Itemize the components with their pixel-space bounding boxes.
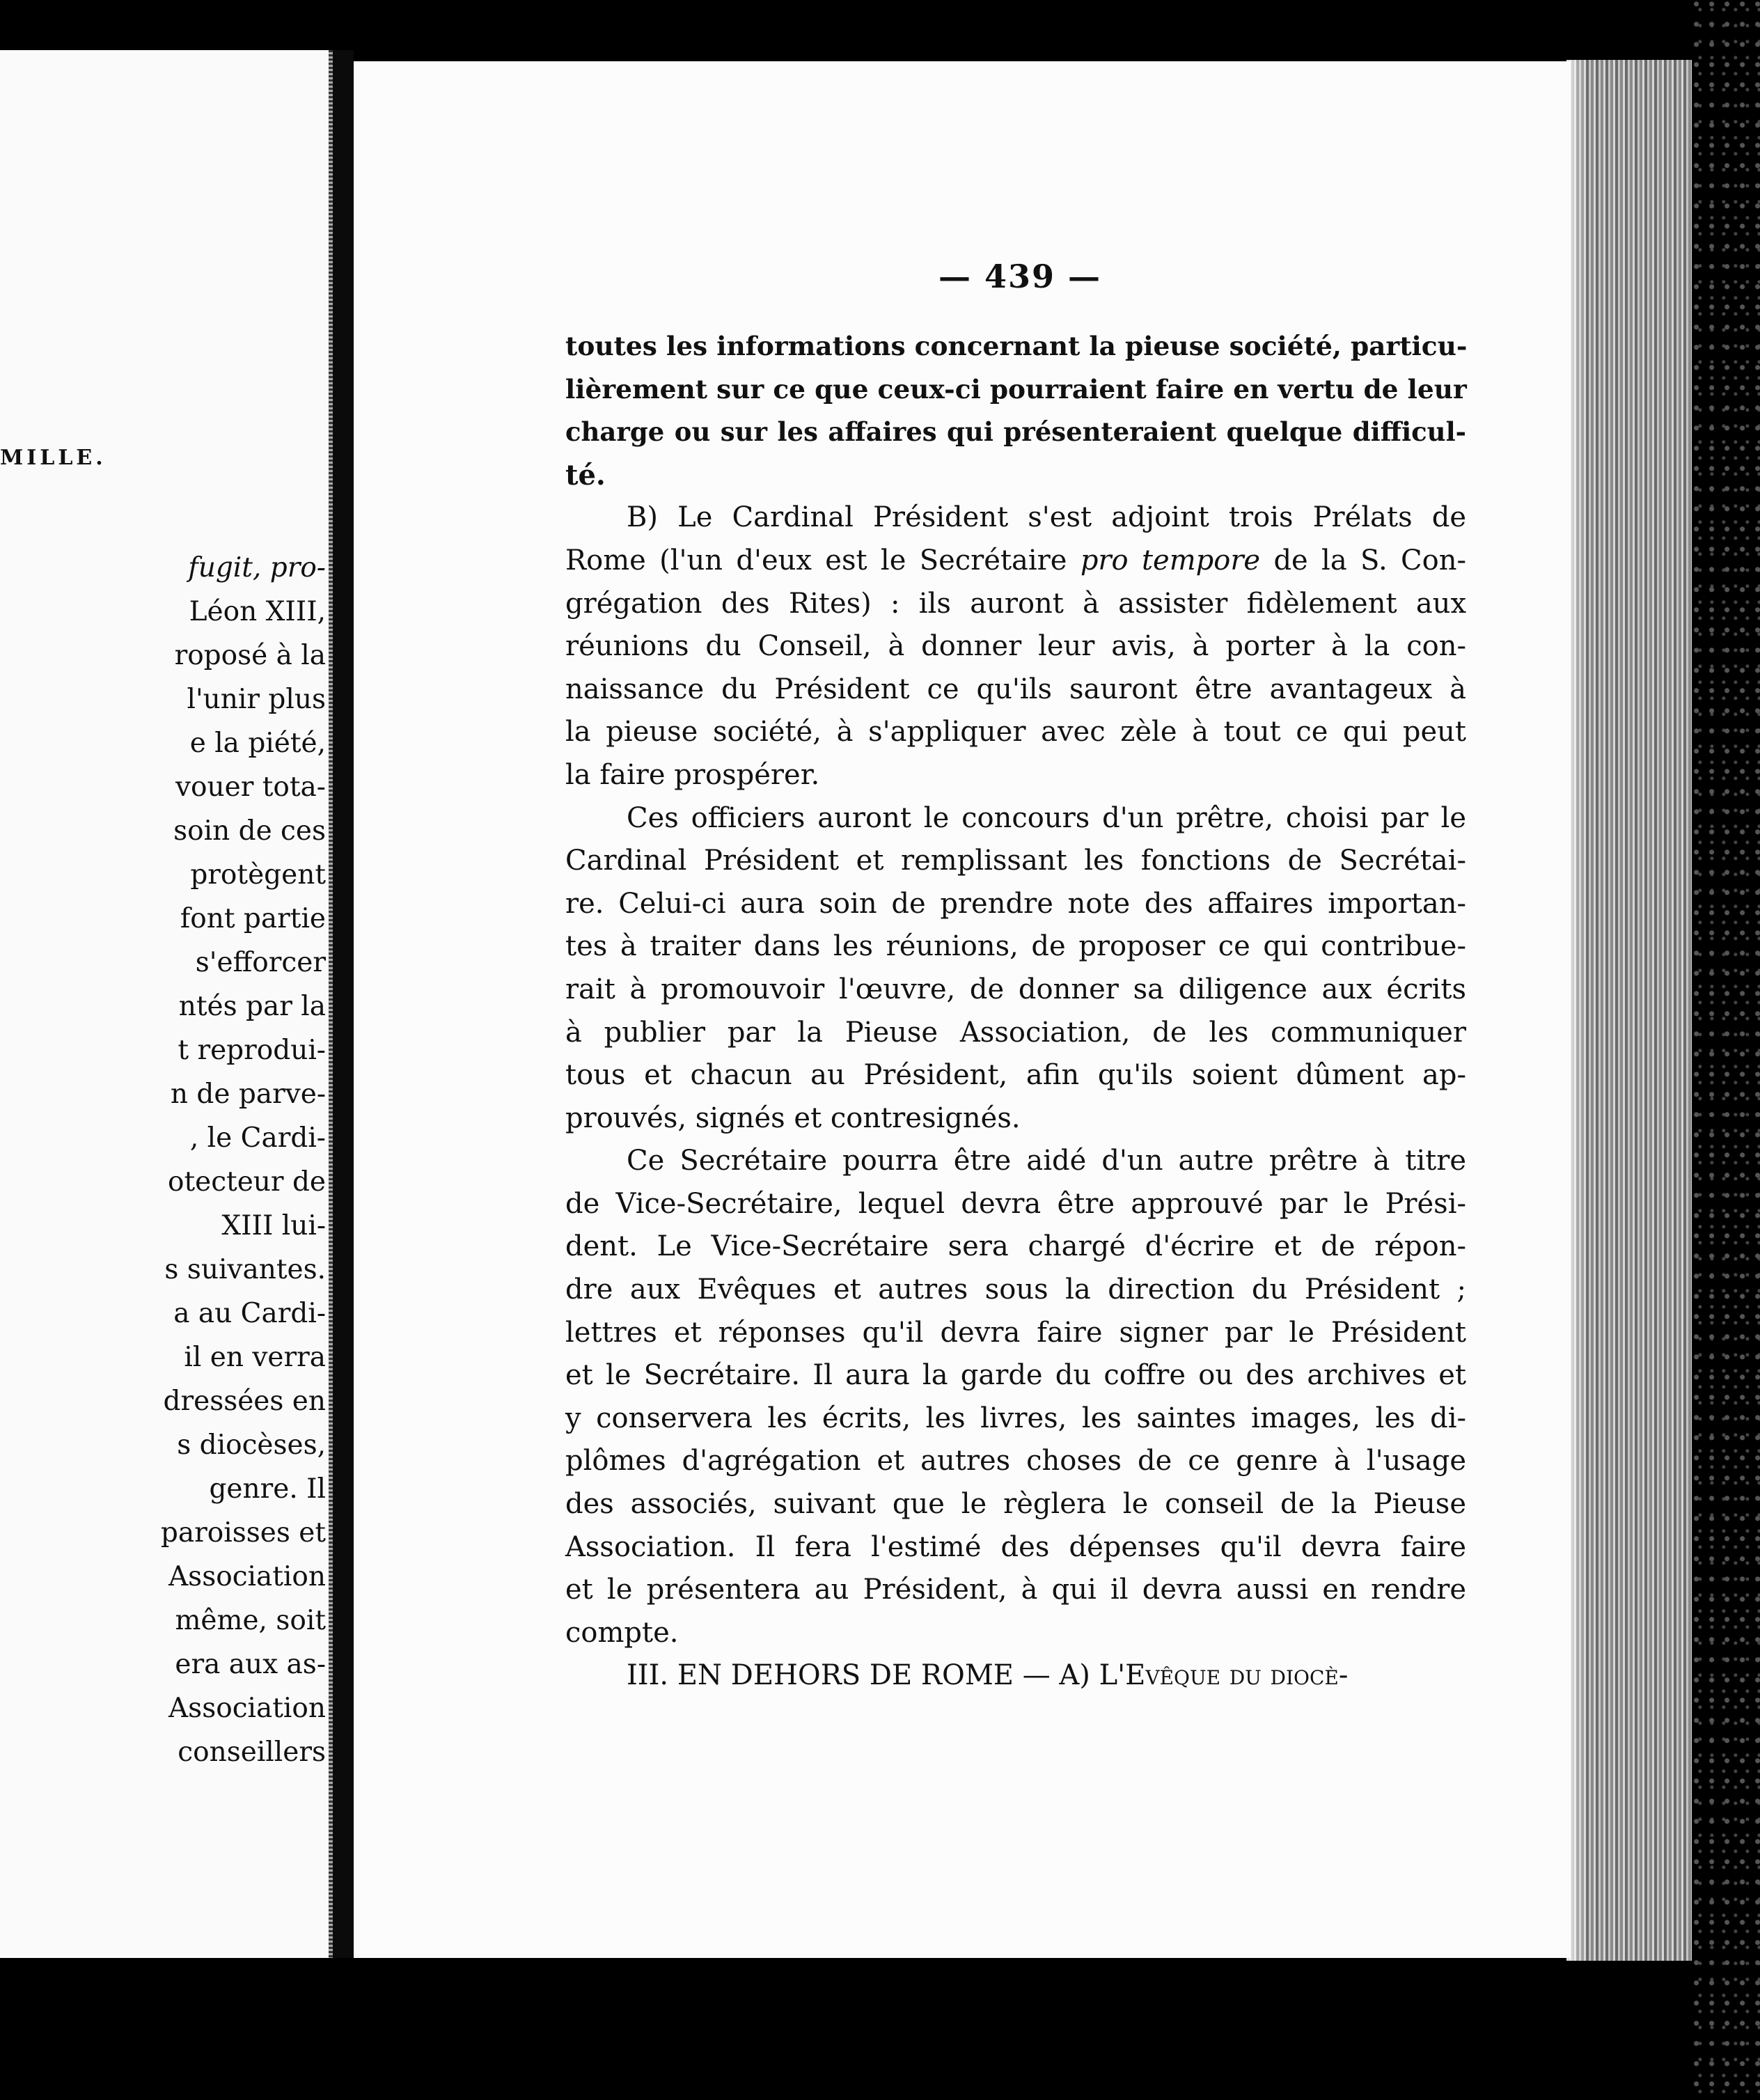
left-text-line: , le Cardi- (189, 1122, 326, 1154)
body-text-line: à publier par la Pieuse Association, de les communiquer (565, 1016, 1466, 1049)
body-text-line: tous et chacun au Président, afin qu'ils soient dûment ap- (565, 1059, 1466, 1092)
body-text-line: naissance du Président ce qu'ils sauront être avantageux à (565, 673, 1466, 705)
left-text-line: genre. Il (209, 1473, 326, 1505)
body-text-line: de Vice-Secrétaire, lequel devra être approuvé par le Prési- (565, 1187, 1466, 1220)
body-text-line: Association. Il fera l'estimé des dépenses qu'il devra faire (565, 1530, 1466, 1563)
left-text-line: l'unir plus (187, 684, 326, 715)
body-text-line: la pieuse société, à s'appliquer avec zèle à tout ce qui peut (565, 716, 1466, 749)
body-text-line: dre aux Evêques et autres sous la direction du Président ; (565, 1274, 1466, 1306)
body-text-line: compte. (565, 1616, 679, 1649)
left-text-line: otecteur de (167, 1166, 326, 1198)
left-text-line: vouer tota- (175, 771, 326, 803)
left-text-line: ntés par la (178, 991, 326, 1022)
body-text-line: rait à promouvoir l'œuvre, de donner sa diligence aux écrits (565, 973, 1466, 1005)
left-text-line: il en verra (184, 1342, 326, 1373)
left-text-line: roposé à la (174, 640, 326, 671)
left-text-line: fugit, pro- (188, 552, 326, 583)
left-text-line: font partie (180, 903, 326, 934)
body-text-line: des associés, suivant que le règlera le conseil de la Pieuse (565, 1488, 1466, 1521)
left-page-text (0, 546, 326, 1774)
body-text-line: re. Celui-ci aura soin de prendre note des affaires importan- (565, 887, 1466, 920)
left-text-line: soin de ces (173, 815, 326, 847)
body-text-line: Cardinal Président et remplissant les fonctions de Secrétai- (565, 845, 1466, 877)
left-text-line: même, soit (175, 1605, 326, 1636)
left-text-line: Association (168, 1561, 326, 1592)
scan-background (1692, 0, 1760, 2100)
left-text-line: dressées en (163, 1386, 326, 1417)
body-text-line: Rome (l'un d'eux est le Secrétaire pro tempore de la S. Con- (565, 544, 1466, 577)
left-text-line: s'efforcer (195, 947, 326, 978)
body-text-line: plômes d'agrégation et autres choses de ce genre à l'usage (565, 1445, 1466, 1478)
body-text-line: réunions du Conseil, à donner leur avis, à porter à la con- (565, 630, 1466, 663)
body-text-line: lièrement sur ce que ceux-ci pourraient faire en vertu de leur (565, 373, 1467, 405)
left-text-line: t reprodui- (178, 1035, 326, 1066)
body-text-line: III. EN DEHORS DE ROME — A) L'Evêque du diocè- (627, 1659, 1349, 1692)
left-text-line: conseillers (178, 1737, 326, 1768)
body-text-line: Ces officiers auront le concours d'un prêtre, choisi par le (627, 801, 1466, 834)
body-text-line: B) Le Cardinal Président s'est adjoint trois Prélats de (627, 501, 1466, 534)
left-text-line: Association (168, 1693, 326, 1724)
body-text-line: charge ou sur les affaires qui présenteraient quelque difficul- (565, 416, 1466, 448)
left-text-line: e la piété, (189, 728, 326, 759)
left-text-line: paroisses et (160, 1517, 326, 1549)
body-text-line: grégation des Rites) : ils auront à assister fidèlement aux (565, 587, 1466, 620)
left-text-line: XIII lui- (221, 1210, 326, 1241)
left-text-line: Léon XIII, (189, 596, 326, 627)
body-text-line: dent. Le Vice-Secrétaire sera chargé d'écrire et de répon- (565, 1230, 1466, 1263)
body-text-line: toutes les informations concernant la pieuse société, particu- (565, 331, 1468, 361)
left-text-line: era aux as- (175, 1649, 326, 1680)
body-text-line: et le Secrétaire. Il aura la garde du coffre ou des archives et (565, 1359, 1466, 1392)
body-text-line: la faire prospérer. (565, 758, 820, 791)
book-gutter (333, 50, 354, 1958)
left-text-line: s suivantes. (164, 1254, 326, 1285)
body-text-line: tes à traiter dans les réunions, de proposer ce qui contribue- (565, 930, 1466, 963)
page-body-text (565, 325, 1466, 1698)
body-text-line: prouvés, signés et contresignés. (565, 1102, 1021, 1134)
left-text-line: n de parve- (170, 1079, 326, 1110)
body-text-line: lettres et réponses qu'il devra faire signer par le Président (565, 1316, 1466, 1349)
body-text-line: Ce Secrétaire pourra être aidé d'un autre prêtre à titre (627, 1145, 1466, 1177)
left-text-line: protègent (190, 859, 326, 891)
left-text-line: a au Cardi- (173, 1298, 326, 1329)
body-text-line: et le présentera au Président, à qui il devra aussi en rendre (565, 1574, 1466, 1606)
left-running-header: MILLE. (0, 446, 107, 470)
body-text-line: té. (565, 458, 606, 492)
left-text-line: s diocèses, (177, 1429, 326, 1461)
page-number: — 439 — (938, 258, 1102, 295)
left-facing-page (0, 50, 333, 1958)
body-text-line: y conservera les écrits, les livres, les saintes images, les di- (565, 1402, 1466, 1434)
